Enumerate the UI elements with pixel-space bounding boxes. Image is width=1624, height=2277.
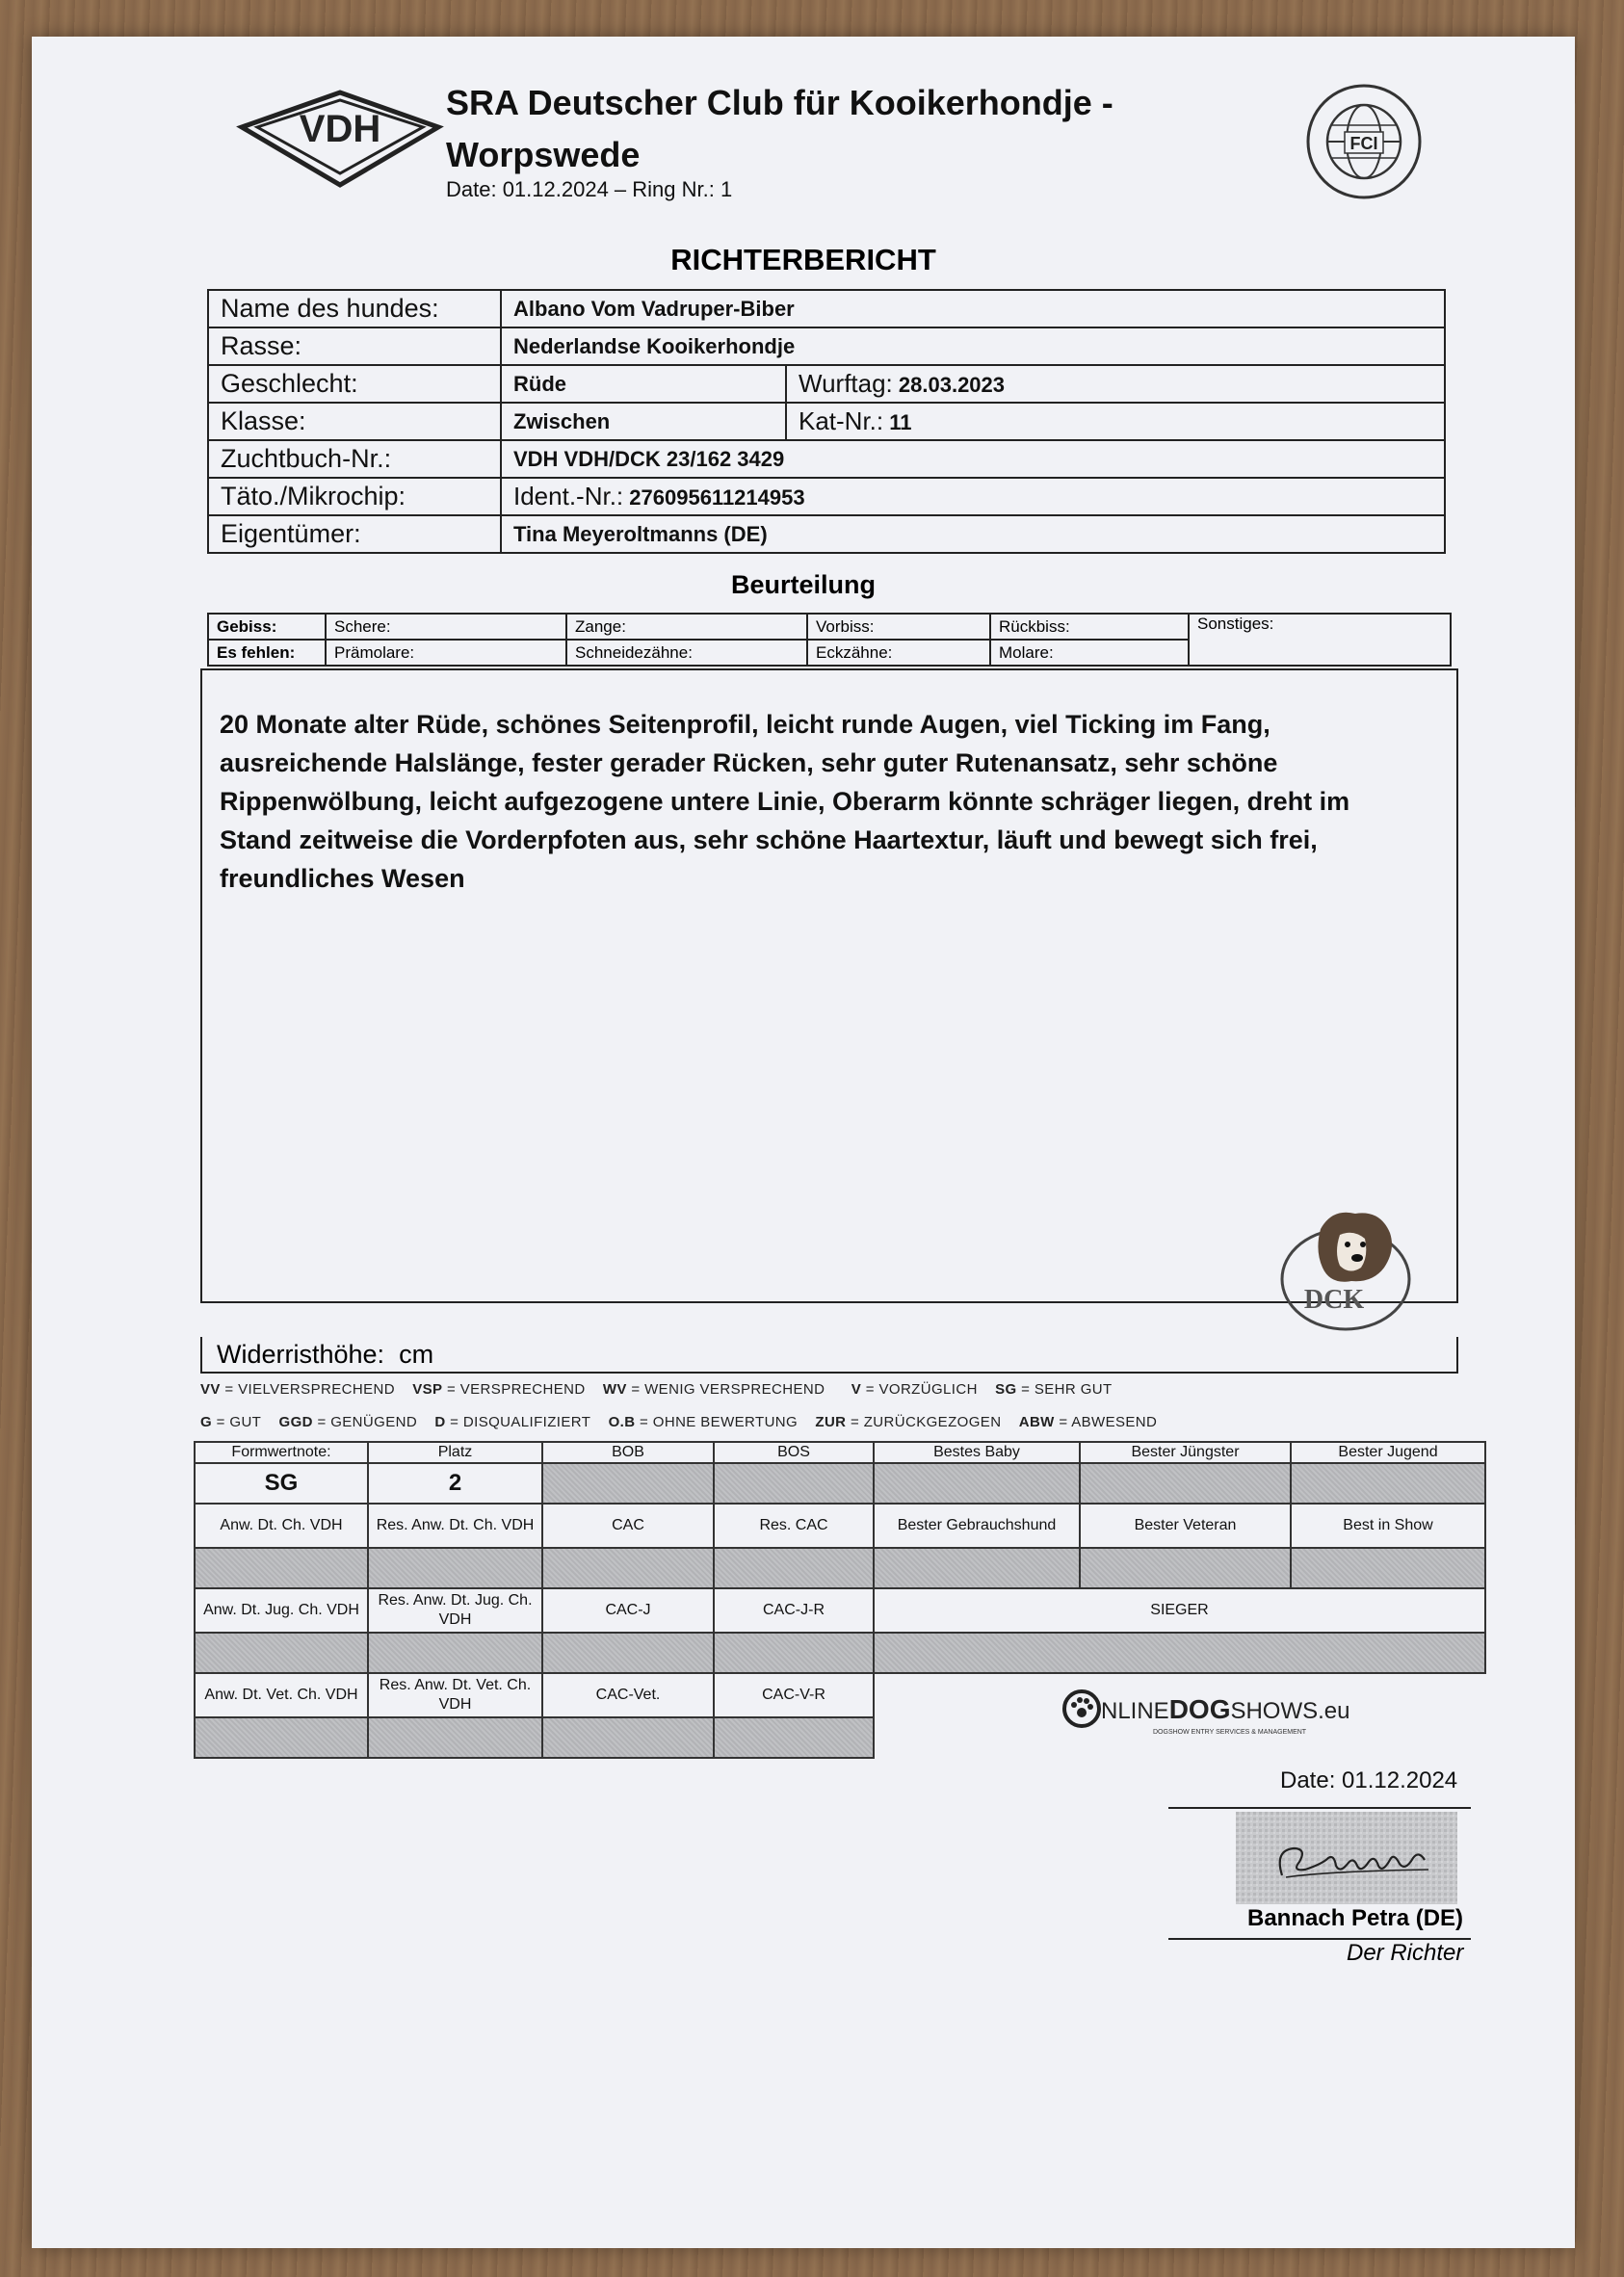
gray-cell [542, 1548, 714, 1588]
table-row [208, 290, 1445, 327]
height-row [217, 1340, 433, 1370]
molare-label: Molare: [990, 640, 1189, 666]
cat-cell [786, 403, 1445, 440]
table-row [208, 515, 1445, 553]
cat-value: 11 [889, 410, 912, 434]
table-row [208, 327, 1445, 365]
es-fehlen-label: Es fehlen: [208, 640, 326, 666]
gray-cell [1291, 1548, 1485, 1588]
cac-j-r-header: CAC-J-R [714, 1588, 874, 1633]
sieger-header: SIEGER [874, 1588, 1485, 1633]
judge-role: Der Richter [1347, 1940, 1464, 1966]
bester-veteran-header: Bester Veteran [1080, 1504, 1291, 1548]
gray-cell [1080, 1548, 1291, 1588]
dob-label: Wurftag: [799, 369, 893, 398]
gray-cell [542, 1633, 714, 1673]
schneidezaehne-label: Schneidezähne: [566, 640, 807, 666]
height-unit: cm [399, 1340, 434, 1369]
table-row [208, 365, 1445, 403]
fci-logo [1301, 79, 1427, 204]
chip-prefix: Ident.-Nr.: [513, 482, 624, 510]
dob-value: 28.03.2023 [898, 373, 1006, 397]
cat-label: Kat-Nr.: [799, 406, 884, 435]
svg-text:VDH: VDH [299, 108, 381, 150]
name-label: Name des hundes: [208, 290, 501, 327]
vorbiss-label: Vorbiss: [807, 614, 990, 640]
bos-header: BOS [714, 1442, 874, 1463]
svg-text:FCI: FCI [1349, 134, 1378, 153]
gray-cell [714, 1633, 874, 1673]
club-title [446, 77, 1113, 181]
chip-cell [501, 478, 1445, 515]
svg-text:NLINEDOGSHOWS.eu: NLINEDOGSHOWS.eu [1101, 1694, 1350, 1724]
assessment-title: Beurteilung [730, 570, 876, 599]
zange-label: Zange: [566, 614, 807, 640]
gray-cell [368, 1548, 542, 1588]
bestes-baby-value [874, 1463, 1080, 1504]
gray-cell [714, 1548, 874, 1588]
bester-juengster-header: Bester Jüngster [1080, 1442, 1291, 1463]
bester-jugend-value [1291, 1463, 1485, 1504]
onlinedogshows-logo [1061, 1684, 1350, 1747]
gray-cell [368, 1717, 542, 1758]
cac-j-header: CAC-J [542, 1588, 714, 1633]
club-title-line-1: SRA Deutscher Club für Kooikerhondje - [446, 83, 1113, 122]
cac-vet-header: CAC-Vet. [542, 1673, 714, 1717]
schere-label: Schere: [326, 614, 566, 640]
date-ring: Date: 01.12.2024 – Ring Nr.: 1 [446, 177, 733, 201]
eckzaehne-label: Eckzähne: [807, 640, 990, 666]
owner-label: Eigentümer: [208, 515, 501, 553]
bob-header: BOB [542, 1442, 714, 1463]
svg-text:DCK: DCK [1303, 1285, 1365, 1315]
gray-cell [714, 1717, 874, 1758]
stud-label: Zuchtbuch-Nr.: [208, 440, 501, 478]
stud-value: VDH VDH/DCK 23/162 3429 [501, 440, 1445, 478]
grade-value: SG [195, 1463, 368, 1504]
dog-info-table [207, 289, 1446, 554]
vdh-logo [234, 89, 456, 195]
res-cac-header: Res. CAC [714, 1504, 874, 1548]
cac-v-r-header: CAC-V-R [714, 1673, 874, 1717]
gray-cell [874, 1633, 1485, 1673]
report-sheet [32, 37, 1575, 2248]
place-value: 2 [368, 1463, 542, 1504]
gray-cell [874, 1548, 1080, 1588]
rueckbiss-label: Rückbiss: [990, 614, 1189, 640]
legend-line-2: G = GUT GGD = GENÜGEND D = DISQUALIFIZIERT O.B = OHNE BEWERTUNG ZUR = ZURÜCKGEZOGEN ABW = ABWESEND [200, 1414, 1158, 1430]
bester-juengster-value [1080, 1463, 1291, 1504]
sex-label: Geschlecht: [208, 365, 501, 403]
sonstiges-label: Sonstiges: [1189, 614, 1451, 666]
bob-value [542, 1463, 714, 1504]
chip-value: 276095611214953 [629, 485, 805, 510]
gray-cell [195, 1717, 368, 1758]
dck-logo [1272, 1200, 1419, 1335]
table-row [195, 1504, 1485, 1548]
best-in-show-header: Best in Show [1291, 1504, 1485, 1548]
teeth-table [207, 613, 1452, 667]
platz-header: Platz [368, 1442, 542, 1463]
table-row [195, 1633, 1485, 1673]
anw-vet-header: Anw. Dt. Vet. Ch. VDH [195, 1673, 368, 1717]
bestes-baby-header: Bestes Baby [874, 1442, 1080, 1463]
sex-value: Rüde [501, 365, 786, 403]
formwertnote-header: Formwertnote: [195, 1442, 368, 1463]
breed-label: Rasse: [208, 327, 501, 365]
class-value: Zwischen [501, 403, 786, 440]
cac-header: CAC [542, 1504, 714, 1548]
table-row [195, 1588, 1485, 1633]
bester-gebrauchshund-header: Bester Gebrauchshund [874, 1504, 1080, 1548]
res-anw-ch-header: Res. Anw. Dt. Ch. VDH [368, 1504, 542, 1548]
judge-name: Bannach Petra (DE) [1247, 1905, 1464, 1931]
gray-cell [195, 1548, 368, 1588]
res-anw-vet-header: Res. Anw. Dt. Vet. Ch. VDH [368, 1673, 542, 1717]
signature-date: Date: 01.12.2024 [1280, 1767, 1458, 1793]
table-row [195, 1442, 1485, 1463]
gray-cell [542, 1717, 714, 1758]
bos-value [714, 1463, 874, 1504]
anw-ch-header: Anw. Dt. Ch. VDH [195, 1504, 368, 1548]
table-row [208, 440, 1445, 478]
table-row [208, 403, 1445, 440]
anw-jug-header: Anw. Dt. Jug. Ch. VDH [195, 1588, 368, 1633]
name-value: Albano Vom Vadruper-Biber [501, 290, 1445, 327]
report-title: RICHTERBERICHT [670, 243, 936, 276]
signature-top-line [1168, 1807, 1471, 1809]
praemolare-label: Prämolare: [326, 640, 566, 666]
legend-line-1: VV = VIELVERSPRECHEND VSP = VERSPRECHEND WV = WENIG VERSPRECHEND V = VORZÜGLICH SG = SEHR GUT [200, 1381, 1113, 1398]
chip-label: Täto./Mikrochip: [208, 478, 501, 515]
svg-text:DOGSHOW ENTRY SERVICES & MANAG: DOGSHOW ENTRY SERVICES & MANAGEMENT [1153, 1729, 1307, 1736]
table-row [195, 1463, 1485, 1504]
table-row [208, 478, 1445, 515]
breed-value: Nederlandse Kooikerhondje [501, 327, 1445, 365]
table-row [195, 1548, 1485, 1588]
class-label: Klasse: [208, 403, 501, 440]
gebiss-label: Gebiss: [208, 614, 326, 640]
height-label: Widerristhöhe: [217, 1340, 385, 1369]
club-title-line-2: Worpswede [446, 135, 641, 174]
res-anw-jug-header: Res. Anw. Dt. Jug. Ch. VDH [368, 1588, 542, 1633]
table-row [208, 614, 1451, 640]
bester-jugend-header: Bester Jugend [1291, 1442, 1485, 1463]
gray-cell [368, 1633, 542, 1673]
dob-cell [786, 365, 1445, 403]
gray-cell [195, 1633, 368, 1673]
owner-value: Tina Meyeroltmanns (DE) [501, 515, 1445, 553]
signature-image [1236, 1812, 1457, 1904]
judge-comment: 20 Monate alter Rüde, schönes Seitenprofil, leicht runde Augen, viel Ticking im Fang, ausreichende Halslänge, fester gerader Rücken, sehr guter Rutenansatz, sehr schöne Rippenwölbung, leicht aufgezogene untere Linie, Oberarm könnte schräger liegen, dreht im Stand zeitweise die Vorderpfoten aus, sehr schöne Haartextur, läuft und bewegt sich frei, freundliches Wesen [220, 710, 1350, 893]
